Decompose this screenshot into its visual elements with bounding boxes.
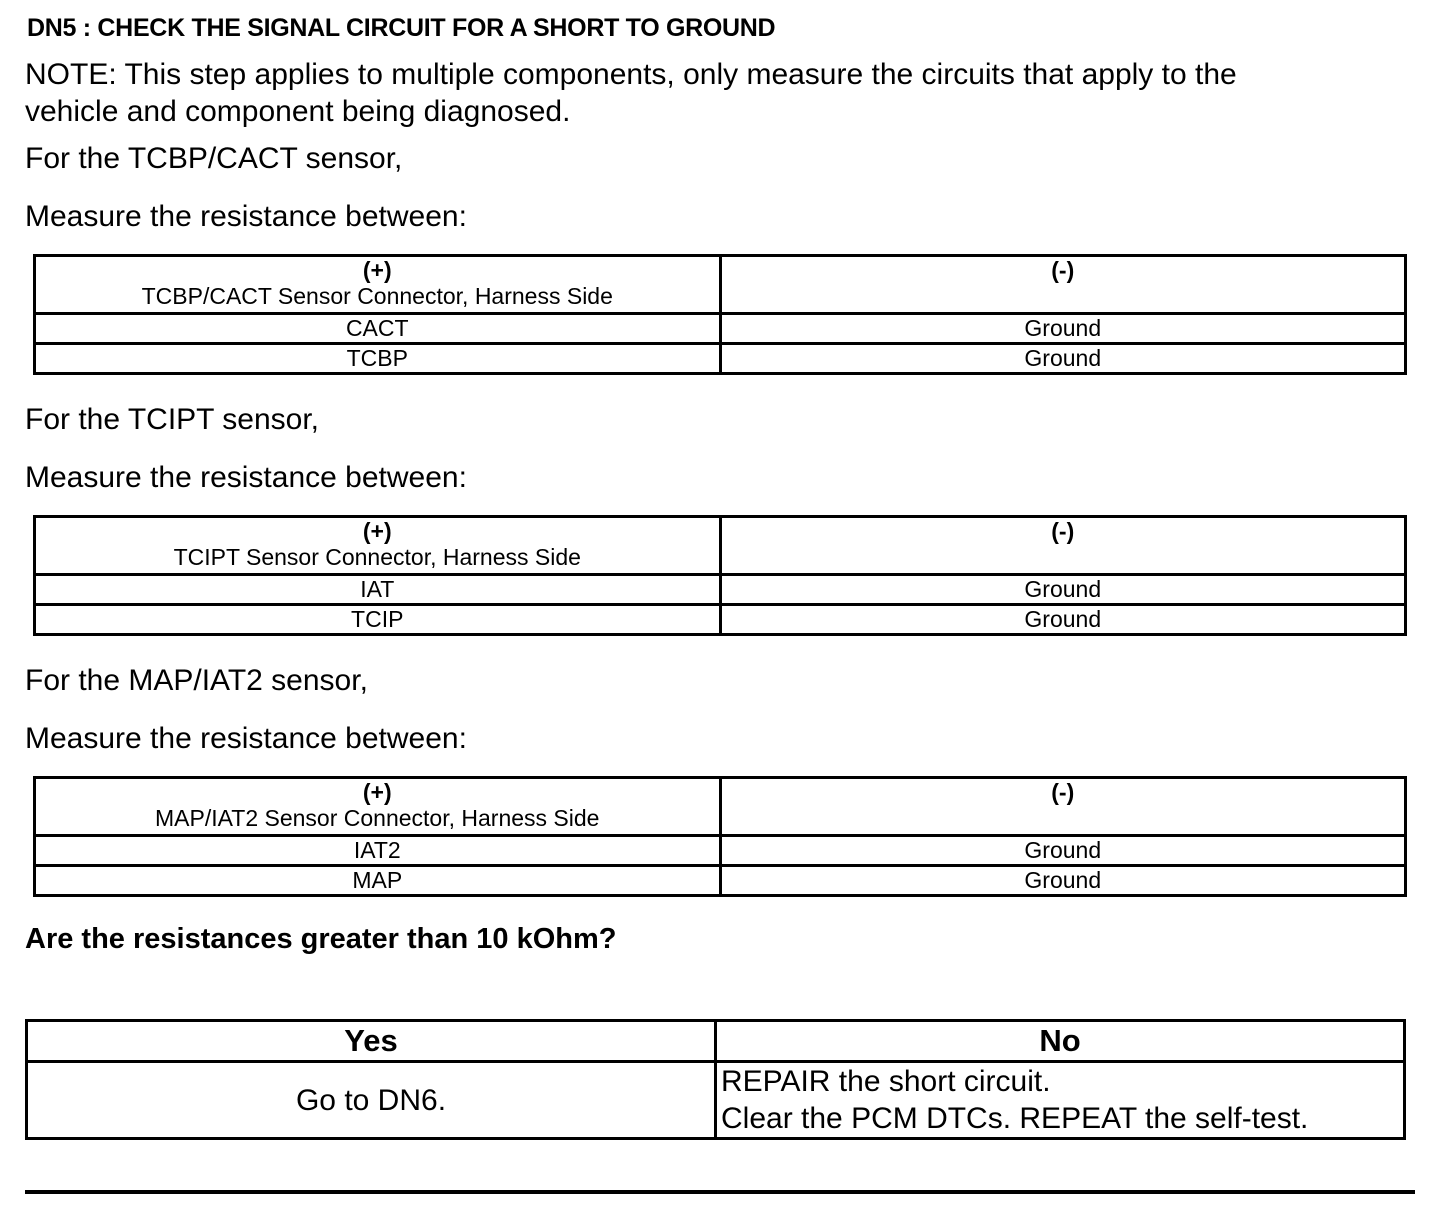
minus-label: (-) xyxy=(1051,257,1075,283)
section-measure: Measure the resistance between: xyxy=(25,722,467,755)
note-line-1: NOTE: This step applies to multiple components, only measure the circuits that apply to the xyxy=(25,58,1237,91)
section-intro: For the TCIPT sensor, xyxy=(25,403,320,436)
plus-cell: TCBP xyxy=(35,344,721,374)
section-intro: For the TCBP/CACT sensor, xyxy=(25,142,403,175)
plus-desc: TCIPT Sensor Connector, Harness Side xyxy=(173,544,581,570)
table-row xyxy=(35,575,1406,605)
minus-cell: Ground xyxy=(720,575,1406,605)
minus-cell: Ground xyxy=(720,836,1406,866)
no-header: No xyxy=(716,1021,1405,1062)
plus-header xyxy=(35,517,721,575)
plus-cell: IAT2 xyxy=(35,836,721,866)
section-measure: Measure the resistance between: xyxy=(25,461,467,494)
yes-action xyxy=(27,1062,716,1139)
yes-action-link[interactable]: Go to DN6. xyxy=(295,1083,447,1117)
minus-header xyxy=(720,256,1406,314)
measurement-table xyxy=(33,776,1407,897)
minus-cell: Ground xyxy=(720,314,1406,344)
plus-label: (+) xyxy=(362,779,392,805)
plus-cell: TCIP xyxy=(35,605,721,635)
minus-cell: Ground xyxy=(720,344,1406,374)
no-action-line-1: REPAIR the short circuit. xyxy=(721,1065,1051,1098)
minus-header xyxy=(720,517,1406,575)
table-row xyxy=(35,314,1406,344)
note-line-2: vehicle and component being diagnosed. xyxy=(25,95,571,128)
no-action-line-2: Clear the PCM DTCs. REPEAT the self-test. xyxy=(721,1102,1309,1135)
yes-header: Yes xyxy=(27,1021,716,1062)
section-intro: For the MAP/IAT2 sensor, xyxy=(25,664,368,697)
plus-cell: CACT xyxy=(35,314,721,344)
minus-header xyxy=(720,778,1406,836)
plus-header xyxy=(35,778,721,836)
minus-cell: Ground xyxy=(720,866,1406,896)
measurement-table xyxy=(33,254,1407,375)
no-action xyxy=(716,1062,1405,1139)
step-heading: DN5 : CHECK THE SIGNAL CIRCUIT FOR A SHORT TO GROUND xyxy=(27,14,776,42)
plus-desc: TCBP/CACT Sensor Connector, Harness Side xyxy=(141,283,613,309)
table-row xyxy=(35,605,1406,635)
plus-header xyxy=(35,256,721,314)
minus-label: (-) xyxy=(1051,518,1075,544)
table-row xyxy=(35,836,1406,866)
question: Are the resistances greater than 10 kOhm? xyxy=(25,923,617,955)
table-row xyxy=(35,866,1406,896)
plus-label: (+) xyxy=(362,518,392,544)
plus-cell: IAT xyxy=(35,575,721,605)
plus-label: (+) xyxy=(362,257,392,283)
plus-desc: MAP/IAT2 Sensor Connector, Harness Side xyxy=(155,805,600,831)
plus-cell: MAP xyxy=(35,866,721,896)
section-measure: Measure the resistance between: xyxy=(25,200,467,233)
minus-label: (-) xyxy=(1051,779,1075,805)
bottom-divider xyxy=(25,1190,1415,1194)
table-row xyxy=(35,344,1406,374)
measurement-table xyxy=(33,515,1407,636)
minus-cell: Ground xyxy=(720,605,1406,635)
result-table xyxy=(25,1019,1406,1140)
